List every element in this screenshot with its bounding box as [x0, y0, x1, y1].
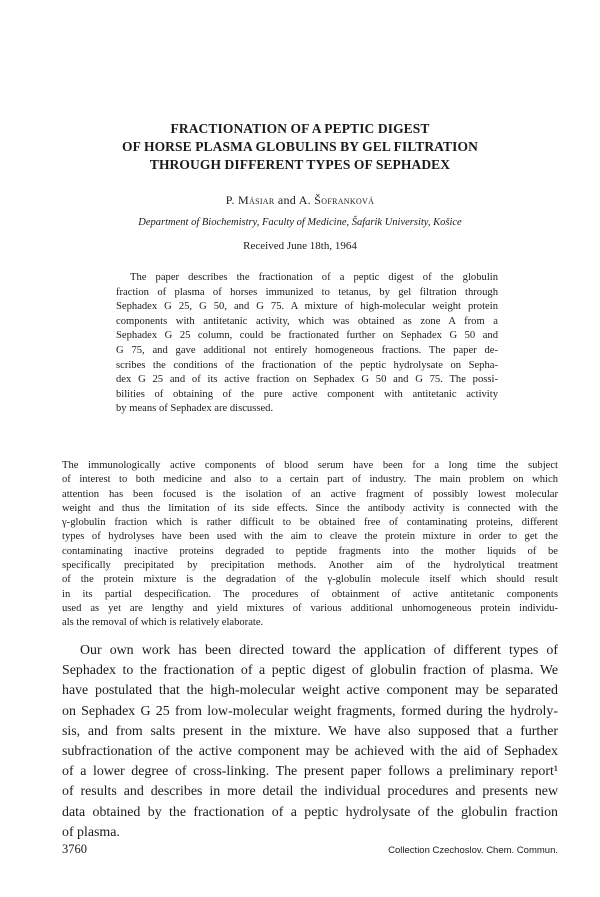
author-2: A. Šofranková — [298, 193, 375, 207]
paragraph-line: of results and describes in more detail the individual procedures and presents new — [62, 784, 558, 800]
received-date: Received June 18th, 1964 — [243, 240, 357, 252]
paragraph-line: data obtained by the fractionation of a peptic hydrolysate of the globulin fraction — [62, 804, 558, 820]
abstract — [116, 271, 498, 417]
paragraph-line: γ-globulin fraction which is rather difficult to be obtained free of contaminating proteins, different — [62, 517, 558, 529]
abstract-line: The paper describes the fractionation of a peptic digest of the globulin — [130, 272, 498, 283]
page-number: 3760 — [62, 842, 87, 856]
paper-title — [60, 120, 540, 174]
abstract-line: components with antitetanic activity, which was obtained as zone A from a — [116, 315, 498, 327]
paragraph-line: in its partial despecification. The procedures of obtainment of active antitetanic components — [62, 588, 558, 600]
abstract-line: bilities of obtaining of the pure active component with antitetanic activity — [116, 388, 498, 400]
paragraph-line: Sephadex to the fractionation of a peptic digest of globulin fraction of plasma. We — [62, 663, 558, 679]
title-line-3: THROUGH DIFFERENT TYPES OF SEPHADEX — [149, 157, 451, 172]
paragraph-line: types of hydrolyses have been used with the aim to cleave the protein mixture in order to get the — [62, 531, 558, 543]
paragraph-line: of a lower degree of cross-linking. The present paper follows a preliminary report¹ — [62, 764, 558, 780]
abstract-line: G 75, and gave additional not entirely homogeneous fractions. The paper de- — [116, 344, 498, 356]
paragraph-line: have postulated that the high-molecular weight active component may be separated — [62, 683, 558, 699]
journal-name: Collection Czechoslov. Chem. Commun. — [388, 845, 558, 856]
paragraph-line: als the removal of which is relatively elaborate. — [62, 617, 264, 629]
body-paragraph — [62, 641, 558, 843]
author-1: P. Másiar — [225, 193, 275, 207]
paragraph-line: weight and thus the limitation of its side effects. Since the antibody activity is connected with the — [62, 502, 558, 514]
authors-and: and — [277, 193, 297, 207]
paragraph-line: on Sephadex G 25 from low-molecular weight fragments, formed during the hydroly- — [62, 703, 558, 719]
paragraph-line: The immunologically active components of blood serum have been for a long time the subject — [62, 460, 558, 471]
paragraph-line: contaminating inactive proteins degraded to peptide fragments into the mother liquids of be — [62, 545, 558, 557]
paragraph-line: of plasma. — [62, 824, 120, 840]
abstract-line: by means of Sephadex are discussed. — [116, 403, 274, 415]
title-line-2: OF HORSE PLASMA GLOBULINS BY GEL FILTRATION — [122, 139, 478, 154]
abstract-line: scribes the conditions of the fractionation of the peptic hydrolysate on Sepha- — [116, 359, 498, 371]
paragraph-line: used as yet are lengthy and yield mixtures of various additional unhomogeneous protein individu- — [62, 602, 558, 614]
abstract-line: dex G 25 and of its active fraction on Sephadex G 50 and G 75. The possi- — [116, 374, 498, 386]
paragraph-line: sis, and from salts present in the mixture. We have also supposed that a further — [62, 723, 558, 739]
paragraph-line: attention has been focused is the isolation of an active fragment of possibly lowest molecular — [62, 488, 558, 500]
title-line-1: FRACTIONATION OF A PEPTIC DIGEST — [170, 121, 430, 136]
paragraph-line: of the protein mixture is the degradation of the γ-globulin molecule itself which should result — [62, 574, 558, 586]
affiliation: Department of Biochemistry, Faculty of Medicine, Šafarik University, Košice — [138, 217, 462, 228]
paragraph-line: of interest to both medicine and also to a certain part of industry. The main problem on which — [62, 474, 558, 486]
abstract-line: fraction of plasma of horses immunized to tetanus, by gel filtration through — [116, 286, 498, 298]
abstract-line: Sephadex G 25 column, could be fractionated further on Sephadex G 50 and — [116, 330, 498, 342]
paragraph-line: subfractionation of the active component may be achieved with the aid of Sephadex — [62, 744, 558, 760]
paragraph-line: specifically precipitated by precipitation methods. Another aim of the hydrolytical treatment — [62, 560, 558, 572]
paragraph-line: Our own work has been directed toward the application of different types of — [80, 643, 558, 658]
authors — [60, 193, 540, 208]
abstract-line: Sephadex G 25, G 50, and G 75. A mixture of high-molecular weight protein — [116, 301, 498, 313]
intro-paragraph — [62, 459, 558, 631]
